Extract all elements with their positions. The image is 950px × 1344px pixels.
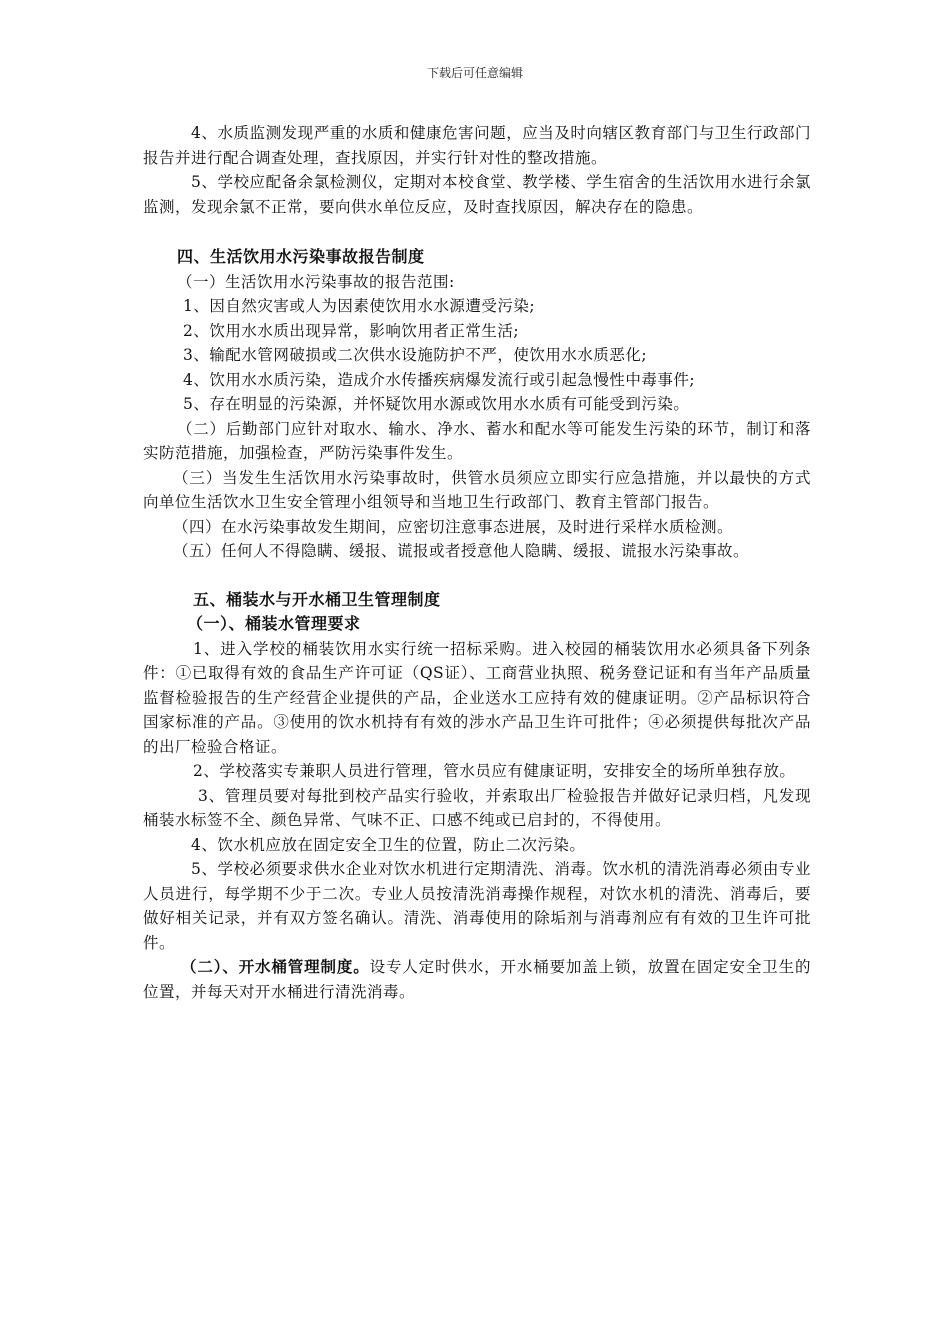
section5-sub1-item-3: 3、管理员要对每批到校产品实行验收，并索取出厂检验报告并做好记录归档，凡发现桶装水标签不全、颜色异常、气味不正、口感不纯或已启封的，不得使用。 (143, 786, 811, 829)
spacer (143, 564, 811, 588)
section4-p1-item-2: 2、饮用水水质出现异常，影响饮用者正常生活; (183, 321, 520, 340)
section5-sub1-title: （一）、桶装水管理要求 (187, 614, 361, 633)
section5-sub1-item-1: 1、进入学校的桶装饮用水实行统一招标采购。进入校园的桶装饮用水必须具备下列条件：①已取得有效的食品生产许可证（QS证）、工商营业执照、税务登记证和有当年产品质量监督检验报告的生产经营企业提供的产品，企业送水工应持有效的健康证明。②产品标识符合国家标准的产品。③使用的饮水机持有有效的涉水产品卫生许可批件；④必须提供每批次产品的出厂检验合格证。 (143, 639, 811, 756)
section4-p1-item-3: 3、输配水管网破损或二次供水设施防护不严，使饮用水水质恶化; (183, 346, 648, 364)
page-header-note: 下载后可任意编辑 (426, 66, 523, 80)
section4-p1-item-1: 1、因自然灾害或人为因素使饮用水水源遭受污染; (183, 297, 536, 315)
section4-title: 四、生活饮用水污染事故报告制度 (177, 247, 425, 266)
section5-sub2 (143, 955, 811, 1004)
section4-p1-item-5: 5、存在明显的污染源，并怀疑饮用水源或饮用水水质有可能受到污染。 (183, 395, 690, 413)
spacer (143, 219, 811, 245)
section5-sub2-title: （二）、开水桶管理制度。 (181, 958, 370, 976)
section4-p4: （四）在水污染事故发生期间，应密切注意事态进展，及时进行采样水质检测。 (173, 517, 734, 536)
section5-sub1-item-5: 5、学校必须要求供水企业对饮水机进行定期清洗、消毒。饮水机的清洗消毒必须由专业人员进行，每学期不少于二次。专业人员按清洗消毒操作规程，对饮水机的清洗、消毒后，要做好相关记录，并有双方签名确认。清洗、消毒使用的除垢剂与消毒剂应有有效的卫生许可批件。 (143, 860, 811, 952)
section5-sub2-text: 设专人定时供水，开水桶要加盖上锁，放置在固定安全卫生的位置，并每天对开水桶进行清洗消毒。 (143, 958, 811, 1001)
document-body (143, 121, 811, 1004)
section5-title: 五、桶装水与开水桶卫生管理制度 (193, 589, 441, 609)
section3-item-4: 4、水质监测发现严重的水质和健康危害问题，应当及时向辖区教育部门与卫生行政部门报告并进行配合调查处理，查找原因，并实行针对性的整改措施。 (143, 124, 811, 167)
section4-p1-intro: （一）生活饮用水污染事故的报告范围: (177, 272, 455, 291)
section5-sub1-item-4: 4、饮水机应放在固定安全卫生的位置，防止二次污染。 (191, 835, 586, 854)
section4-p1-item-4: 4、饮用水水质污染，造成介水传播疾病爆发流行或引起急慢性中毒事件; (183, 370, 696, 389)
section3-item-5: 5、学校应配备余氯检测仪，定期对本校食堂、教学楼、学生宿舍的生活饮用水进行余氯监测，发现余氯不正常，要向供水单位反应，及时查找原因，解决存在的隐患。 (143, 173, 811, 216)
section5-sub1-item-2: 2、学校落实专兼职人员进行管理，管水员应有健康证明，安排安全的场所单独存放。 (193, 762, 796, 780)
section4-p2: （二）后勤部门应针对取水、输水、净水、蓄水和配水等可能发生污染的环节，制订和落实防范措施，加强检查，严防污染事件发生。 (143, 419, 811, 462)
section4-p5: （五）任何人不得隐瞒、缓报、谎报或者授意他人隐瞒、缓报、谎报水污染事故。 (173, 542, 750, 560)
section4-p3: （三）当发生生活饮用水污染事故时，供管水员须应立即实行应急措施，并以最快的方式向单位生活饮水卫生安全管理小组领导和当地卫生行政部门、教育主管部门报告。 (143, 468, 811, 511)
